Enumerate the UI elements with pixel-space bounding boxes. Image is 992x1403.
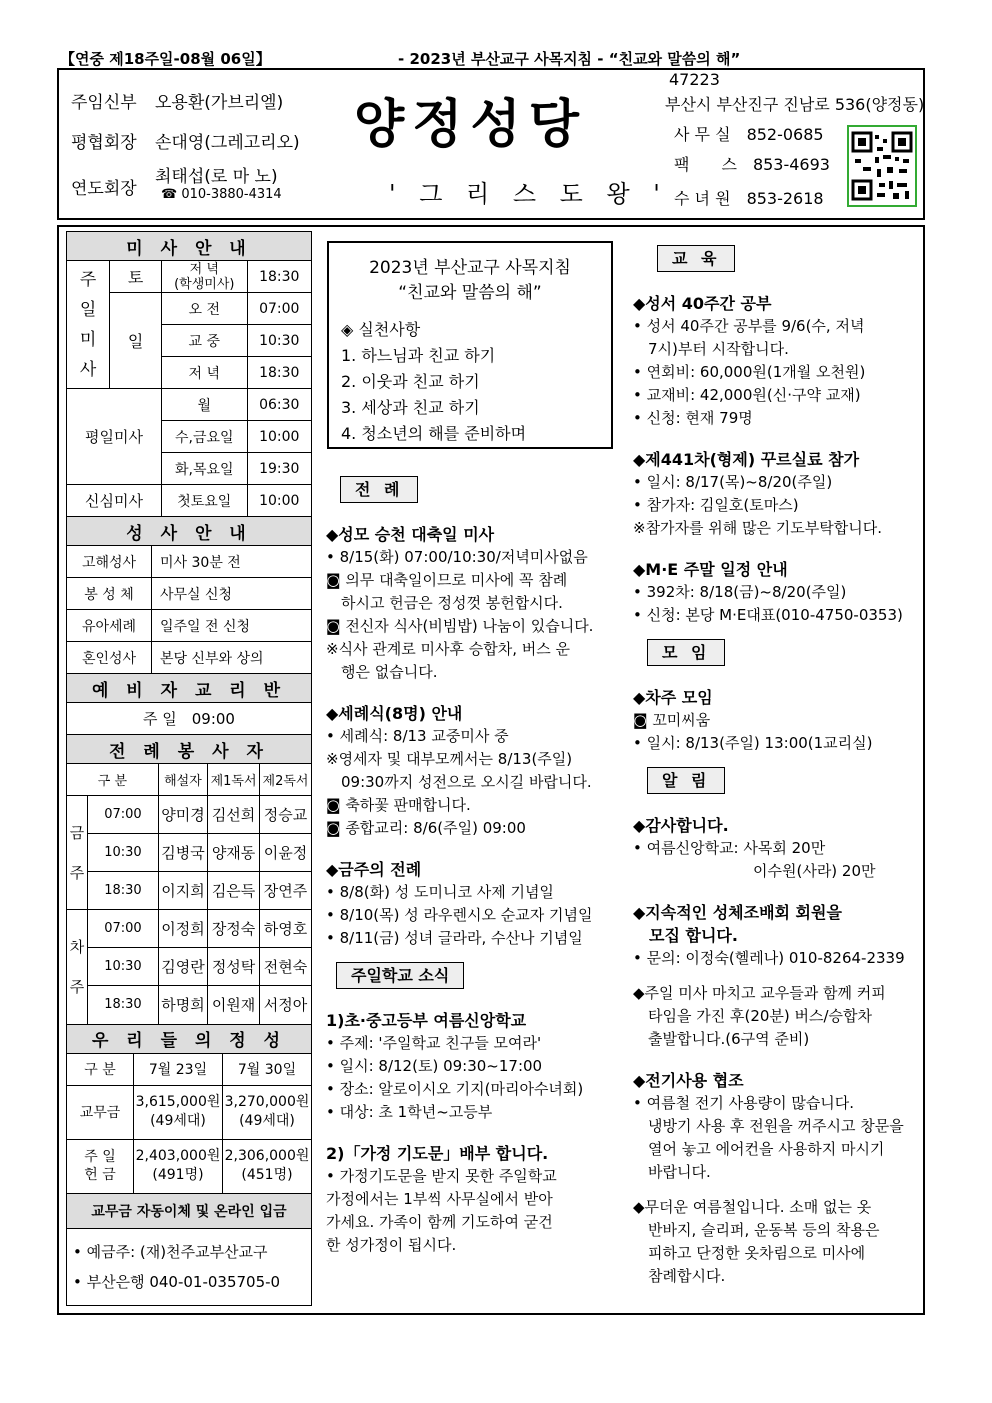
guide-item: 2. 이웃과 친교 하기: [341, 372, 480, 391]
council-row: 평협회장 손대영(그레고리오): [71, 133, 300, 153]
address: 부산시 부산진구 진남로 536(양정동): [665, 95, 925, 114]
mass-name: 오 전: [162, 293, 248, 325]
guide-practice: ◈ 실천사항: [341, 320, 421, 339]
week-liturgy-heading: ◆금주의 전례: [326, 860, 422, 879]
saturday-label: 토: [110, 261, 162, 293]
catechumen-time: 주 일 09:00: [67, 703, 312, 735]
mass-time: 10:00: [247, 485, 311, 517]
contact-office: 사 무 실 852-0685: [674, 125, 824, 144]
camp-heading: 1)초·중고등부 여름신앙학교: [326, 1011, 527, 1030]
top-bar: [60, 48, 926, 68]
baptism-heading: ◆세례식(8명) 안내: [326, 704, 463, 723]
schedule-table: [66, 231, 312, 1306]
mass-time: 10:00: [247, 421, 311, 453]
mass-time: 07:00: [247, 293, 311, 325]
coffee-notice: ◆주일 미사 마치고 교우들과 함께 커피: [633, 984, 886, 1002]
meeting-heading: ◆차주 모임: [633, 688, 713, 707]
qr-code-icon[interactable]: [847, 125, 917, 207]
mass-name: 저 녁: [162, 357, 248, 389]
sunday-mass-label: 주 일 미 사: [67, 261, 110, 389]
devotion-mass-label: 신심미사: [67, 485, 162, 517]
mass-name: 수,금요일: [162, 421, 248, 453]
sunday-label: 일: [110, 293, 162, 389]
meeting-tag: 모 임: [647, 639, 725, 666]
adoration-heading: ◆지속적인 성체조배회 회원을: [633, 903, 842, 922]
guide-title: 2023년 부산교구 사목지침: [369, 258, 571, 278]
cursillo-heading: ◆제441차(형제) 꾸르실료 참가: [633, 450, 860, 469]
parish-title: 양정성당: [354, 94, 587, 155]
parish-subtitle: ' 그 리 스 도 왕 ': [389, 180, 668, 208]
sacrament-title: 성 사 안 내: [67, 517, 312, 546]
servers-table: 구 분 해설자 제1독서 제2독서 금 주 07:00 양미경 김선희 정승교 10:30 김병국 양재동 이윤정 18:30 이지희 김은득 장연주 차 주 07:00 이정희 장정숙 하영호 10:30 김영란 정성탁 전현숙 18:30 하명희 이원재 서정아: [67, 764, 311, 1024]
dress-notice: ◆무더운 여름철입니다. 소매 없는 옷: [633, 1198, 872, 1216]
guide-item: 3. 세상과 친교 하기: [341, 398, 480, 417]
next-week-label: 차 주: [67, 910, 88, 1024]
mass-time: 18:30: [247, 261, 311, 293]
account-number: • 부산은행 040-01-035705-0: [73, 1273, 281, 1291]
education-tag: 교 육: [657, 245, 735, 272]
week-label: 【연중 제18주일-08월 06일】: [60, 50, 271, 68]
weekday-mass-label: 평일미사: [67, 389, 162, 485]
assumption-heading: ◆성모 승천 대축일 미사: [326, 525, 495, 544]
guide-item: 4. 청소년의 해를 준비하며: [341, 424, 527, 443]
catechumen-title: 예 비 자 교 리 반: [67, 674, 312, 703]
guide-subtitle: “친교와 말씀의 해”: [398, 283, 542, 303]
yeondo-row: 연도회장: [71, 179, 137, 199]
power-heading: ◆전기사용 협조: [633, 1071, 744, 1090]
offering-title: 우 리 들 의 정 성: [67, 1024, 312, 1053]
servers-title: 전 례 봉 사 자: [67, 735, 312, 764]
zip-code: 47223: [669, 70, 720, 89]
prayer-heading: 2)「가정 기도문」배부 합니다.: [326, 1144, 549, 1163]
me-heading: ◆M·E 주말 일정 안내: [633, 560, 788, 579]
contact-fax: 팩 스 853-4693: [674, 155, 830, 174]
diocese-motto: - 2023년 부산교구 사목지침 - “친교와 말씀의 해”: [398, 50, 741, 68]
pastor-row: 주임신부 오용환(가브리엘): [71, 93, 284, 113]
guide-item: 1. 하느님과 친교 하기: [341, 346, 496, 365]
bible-heading: ◆성서 40주간 공부: [633, 294, 772, 313]
mass-time: 18:30: [247, 357, 311, 389]
mass-name: 화,목요일: [162, 453, 248, 485]
this-week-label: 금 주: [67, 796, 88, 910]
pastoral-guide-box: [327, 241, 613, 449]
mass-title: 미 사 안 내: [67, 232, 312, 261]
yeondo-name: 최태섭(로 마 노): [155, 167, 278, 187]
sacrament-list: 고해성사 미사 30분 전 봉 성 체 사무실 신청 유아세례 일주일 전 신청 혼인성사 본당 신부와 상의: [67, 546, 311, 673]
mass-name: 첫토요일: [162, 485, 248, 517]
yeondo-phone: ☎ 010-3880-4314: [161, 187, 282, 202]
notice-tag: 알 림: [647, 767, 725, 794]
mass-time: 10:30: [247, 325, 311, 357]
column-middle: 전 례 ◆성모 승천 대축일 미사 • 8/15(화) 07:00/10:30/저녁미사없음 ◙ 의무 대축일이므로 미사에 꼭 참례 하시고 헌금은 정성껏 봉헌합시다. ◙ 전신자 식사(비빔밥) 나눔이 있습니다. ※식사 관계로 미사후 승합차, 버스 운 행은 없습니다. ◆세례식(8명) 안내 • 세례식: 8/13 교중미사 중 ※영세자 및 대부모께서는 8/13(주일) 09:30까지 성전으로 오시길 바랍니다. ◙ 축하꽃 판매합니다. ◙ 종합교리: 8/6(주일) 09:00 ◆금주의 전례 • 8/8(화) 성 도미니코 사제 기념일 • 8/10(목) 성 라우렌시오 순교자 기념일 • 8/11(금) 성녀 글라라, 수산나 기념일 주일학교 소식 1)초·중고등부 여름신앙학교 • 주제: '주일학교 친구들 모여라' • 일시: 8/12(토) 09:30~17:00 • 장소: 알로이시오 기지(마리아수녀회) • 대상: 초 1학년~고등부 2)「가정 기도문」배부 합니다. • 가정기도문을 받지 못한 주일학교 가정에서는 1부씩 사무실에서 받아 가세요. 가족이 함께 기도하여 굳건 한 성가정이 됩시다.: [326, 476, 616, 1257]
mass-name: 월: [162, 389, 248, 421]
header: [57, 68, 925, 220]
mass-time: 06:30: [247, 389, 311, 421]
liturgy-tag: 전 례: [340, 476, 418, 503]
thanks-heading: ◆감사합니다.: [633, 816, 729, 835]
sunday-school-tag: 주일학교 소식: [336, 962, 464, 989]
offering-table: 구 분 7월 23일 7월 30일 교무금 3,615,000원 (49세대) 3,270,000원 (49세대) 주 일 헌 금 2,403,000원 (491명) 2,306,000원 (451명): [67, 1054, 311, 1194]
mass-name: 저 녁 (학생미사): [162, 261, 248, 293]
mass-time: 19:30: [247, 453, 311, 485]
contact-convent: 수 녀 원 853-2618: [674, 189, 824, 208]
column-right: 교 육 ◆성서 40주간 공부 • 성서 40주간 공부를 9/6(수, 저녁 7시)부터 시작합니다. • 연회비: 60,000원(1개월 오천원) • 교재비: 42,000원(신·구약 교재) • 신청: 현재 79명 ◆제441차(형제) 꾸르실료 참가 • 일시: 8/17(목)~8/20(주일) • 참가자: 김일호(토마스) ※참가자를 위해 많은 기도부탁합니다. ◆M·E 주말 일정 안내 • 392차: 8/18(금)~8/20(주일) • 신청: 본당 M·E대표(010-4750-0353) 모 임 ◆차주 모임 ◙ 꼬미씨움 • 일시: 8/13(주일) 13:00(1교리실) 알 림 ◆감사합니다. • 여름신앙학교: 사목회 20만 이수원(사라) 20만 ◆지속적인 성체조배회 회원을 모집 합니다. • 문의: 이정숙(헬레나) 010-8264-2339 ◆주일 미사 마치고 교우들과 함께 커피 타임을 가진 후(20분) 버스/승합차 출발합니다.(6구역 준비) ◆전기사용 협조 • 여름철 전기 사용량이 많습니다. 냉방기 사용 후 전원을 꺼주시고 창문을 열어 놓고 에어컨을 사용하지 마시기 바랍니다. ◆무더운 여름철입니다. 소매 없는 옷 반바지, 슬리퍼, 운동복 등의 착용은 피하고 단정한 옷차림으로 미사에 참례합시다.: [633, 245, 923, 1288]
mass-name: 교 중: [162, 325, 248, 357]
auto-transfer-title: 교무금 자동이체 및 온라인 입금: [67, 1194, 312, 1229]
account-holder: • 예금주: (재)천주교부산교구: [73, 1243, 268, 1261]
